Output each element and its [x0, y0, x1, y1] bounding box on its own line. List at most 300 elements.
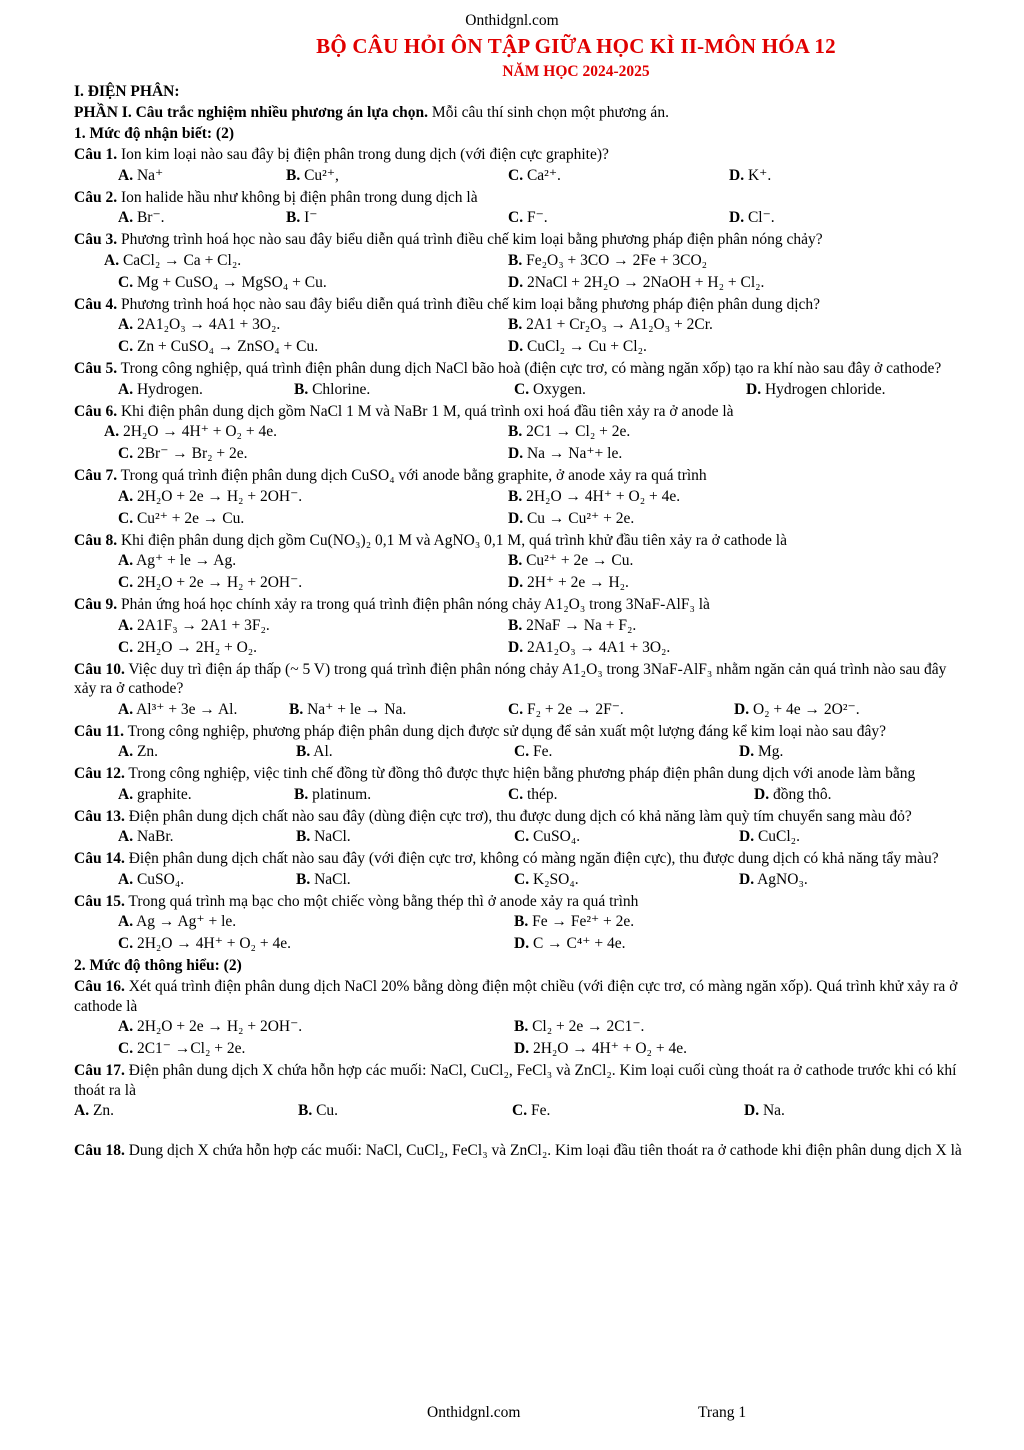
option-a: [118, 550, 236, 572]
option-letter: B.: [514, 913, 529, 930]
option-text: I⁻: [304, 209, 318, 226]
options-row: [74, 1100, 964, 1122]
option-letter: C.: [118, 935, 134, 952]
option-letter: A.: [118, 616, 134, 634]
option-letter: A.: [104, 251, 120, 269]
option-text: 2H⁺ + 2e → H₂.: [526, 574, 629, 591]
option-text: Zn + CuSO₄ → ZnSO₄ + Cu.: [136, 338, 319, 355]
option-c: [118, 336, 318, 358]
option-d: [508, 443, 622, 465]
question-stem: [74, 660, 964, 699]
option-a: [118, 869, 184, 891]
option-b: [294, 784, 371, 806]
question-5: [74, 359, 964, 401]
option-letter: C.: [514, 870, 530, 888]
option-c: [118, 933, 291, 955]
option-a: [118, 784, 192, 806]
question-label: Câu 17.: [74, 1062, 125, 1079]
option-letter: A.: [118, 209, 134, 226]
option-b: [296, 826, 351, 848]
question-text: Trong công nghiệp, phương pháp điện phân dung dịch được sử dụng để sản xuất một lượng đáng kể kim loại nào sau đây?: [123, 722, 887, 740]
option-d: [729, 207, 775, 229]
question-label: Câu 18.: [74, 1142, 125, 1159]
question-label: Câu 4.: [74, 295, 118, 313]
question-text: Ion kim loại nào sau đây bị điện phân trong dung dịch (với điện cực graphite)?: [117, 146, 609, 163]
option-letter: D.: [508, 445, 524, 462]
option-letter: A.: [118, 785, 134, 803]
option-letter: A.: [118, 552, 134, 569]
option-text: Fe₂O₃ + 3CO → 2Fe + 3CO₂: [526, 251, 708, 269]
question-text: Điện phân dung dịch X chứa hỗn hợp các muối: NaCl, CuCl₂, FeCl₃ và ZnCl₂. Kim loại cuối cùng thoát ra ở cathode trước khi có khí thoát ra là: [74, 1062, 957, 1099]
question-15: [74, 892, 964, 956]
option-d: [514, 933, 625, 955]
option-text: Cu → Cu²⁺ + 2e.: [526, 509, 635, 527]
question-text: Phương trình hoá học nào sau đây biểu diễn quá trình điều chế kim loại bằng phương pháp điện phân nóng chảy?: [117, 231, 823, 248]
option-b: [298, 1100, 338, 1122]
option-a: [118, 911, 236, 933]
options-row: [74, 207, 964, 229]
question-text: Phản ứng hoá học chính xảy ra trong quá trình điện phân nóng chảy A1₂O₃ trong 3NaF-AlF₃ là: [117, 596, 710, 613]
option-d: [508, 508, 634, 530]
question-3: [74, 230, 964, 294]
options-row: [74, 572, 964, 594]
option-text: Fe.: [530, 1102, 551, 1119]
option-letter: D.: [508, 273, 524, 291]
option-letter: A.: [104, 423, 120, 440]
option-text: NaBr.: [136, 828, 174, 845]
question-label: Câu 11.: [74, 722, 124, 740]
question-text: Trong công nghiệp, việc tinh chế đồng từ đồng thô được thực hiện bằng phương pháp điện phân dung dịch với anode làm bằng: [124, 765, 916, 782]
option-letter: D.: [754, 785, 770, 803]
option-letter: B.: [296, 743, 311, 760]
option-text: 2H₂O + 2e → H₂ + 2OH⁻.: [136, 487, 303, 505]
question-stem: [74, 402, 964, 422]
option-text: CuCl₂.: [757, 828, 800, 845]
option-text: CuSO₄.: [532, 828, 581, 845]
options-row: [74, 486, 964, 508]
question-label: Câu 10.: [74, 660, 125, 678]
option-c: [514, 379, 586, 401]
option-d: [729, 165, 771, 187]
options-row: [74, 165, 964, 187]
option-c: [118, 637, 257, 659]
option-c: [512, 1100, 550, 1122]
options-row: [74, 741, 964, 763]
option-b: [296, 869, 351, 891]
option-letter: B.: [286, 209, 301, 226]
option-text: Al³⁺ + 3e → Al.: [136, 700, 238, 718]
option-a: [118, 699, 237, 721]
option-text: Na⁺: [136, 166, 164, 184]
option-a: [118, 1016, 302, 1038]
option-text: Cu.: [316, 1102, 339, 1119]
option-letter: A.: [74, 1102, 90, 1119]
options-row: [74, 826, 964, 848]
option-letter: C.: [118, 273, 134, 291]
option-c: [118, 572, 302, 594]
option-letter: D.: [739, 828, 755, 845]
option-d: [508, 637, 670, 659]
question-label: Câu 12.: [74, 765, 125, 782]
question-label: Câu 14.: [74, 850, 125, 867]
option-letter: D.: [729, 166, 745, 184]
option-letter: B.: [508, 316, 523, 333]
option-c: [118, 443, 248, 465]
question-stem: [74, 466, 964, 486]
question-1: [74, 145, 964, 187]
option-b: [294, 379, 370, 401]
option-text: CuCl₂ → Cu + Cl₂.: [526, 338, 647, 355]
options-row: [74, 508, 964, 530]
option-text: Fe → Fe²⁺ + 2e.: [532, 913, 635, 930]
option-a: [118, 165, 163, 187]
options-row: [74, 421, 964, 443]
option-text: 2H₂O + 2e → H₂ + 2OH⁻.: [136, 1018, 303, 1035]
option-text: O₂ + 4e → 2O²⁻.: [752, 700, 860, 718]
question-stem: [74, 722, 964, 742]
option-letter: B.: [508, 552, 523, 569]
option-text: 2NaCl + 2H₂O → 2NaOH + H₂ + Cl₂.: [526, 273, 765, 291]
option-letter: D.: [514, 935, 530, 952]
option-d: [739, 741, 783, 763]
option-letter: B.: [514, 1018, 529, 1035]
option-d: [734, 699, 860, 721]
option-c: [514, 741, 552, 763]
option-text: F₂ + 2e → 2F⁻.: [526, 700, 624, 718]
option-text: CaCl₂ → Ca + Cl₂.: [122, 251, 242, 269]
question-13: [74, 807, 964, 849]
option-letter: C.: [118, 638, 134, 656]
question-label: Câu 9.: [74, 596, 118, 613]
option-b: [296, 741, 333, 763]
option-letter: D.: [739, 743, 755, 760]
question-text: Việc duy trì điện áp thấp (~ 5 V) trong quá trình điện phân nóng chảy A1₂O₃ trong 3NaF-AlF₃ nhằm ngăn cản quá trình nào sau đây xảy ra ở cathode?: [74, 660, 947, 697]
option-text: K⁺.: [747, 166, 772, 184]
option-d: [746, 379, 885, 401]
option-a: [118, 826, 174, 848]
option-c: [514, 826, 580, 848]
options-row: [74, 784, 964, 806]
option-text: Cl⁻.: [747, 209, 775, 226]
option-b: [508, 421, 630, 443]
option-text: Zn.: [92, 1102, 115, 1119]
option-text: Cu²⁺ + 2e → Cu.: [136, 509, 245, 527]
option-text: Br⁻.: [136, 209, 165, 226]
question-9: [74, 595, 964, 659]
question-text: Xét quá trình điện phân dung dịch NaCl 20% bằng dòng điện một chiều (với điện cực trơ, có màng ngăn xốp). Quá trình khử xảy ra ở cathode là: [74, 978, 958, 1015]
option-text: thép.: [526, 785, 558, 803]
option-letter: D.: [746, 380, 762, 398]
option-letter: A.: [118, 870, 134, 888]
option-text: Cu²⁺,: [304, 166, 339, 184]
question-text: Khi điện phân dung dịch gồm NaCl 1 M và NaBr 1 M, quá trình oxi hoá đầu tiên xảy ra ở anode là: [117, 402, 734, 420]
questions-block-2: [74, 977, 964, 1161]
footer-site: Onthidgnl.com: [427, 1404, 521, 1421]
option-d: [508, 272, 764, 294]
option-a: [118, 741, 158, 763]
question-label: Câu 6.: [74, 402, 118, 420]
option-letter: A.: [118, 743, 134, 760]
question-label: Câu 5.: [74, 360, 118, 377]
options-row: [74, 336, 964, 358]
option-letter: B.: [508, 251, 523, 269]
option-letter: B.: [294, 785, 309, 803]
option-letter: C.: [514, 828, 530, 845]
option-d: [508, 572, 629, 594]
option-d: [508, 336, 647, 358]
option-text: C → C⁴⁺ + 4e.: [532, 935, 626, 952]
question-11: [74, 722, 964, 764]
option-letter: C.: [118, 445, 134, 462]
option-text: Oxygen.: [532, 380, 586, 398]
options-row: [74, 272, 964, 294]
option-text: K₂SO₄.: [532, 870, 579, 888]
option-letter: A.: [118, 913, 134, 930]
option-text: Hydrogen.: [136, 380, 203, 398]
option-text: 2H₂O → 4H⁺ + O₂ + 4e.: [122, 423, 277, 440]
option-c: [118, 508, 244, 530]
options-row: [74, 1016, 964, 1038]
school-year: NĂM HỌC 2024-2025: [502, 63, 650, 80]
option-text: Mg + CuSO₄ → MgSO₄ + Cu.: [136, 273, 327, 291]
option-text: 2A1₂O₃ → 4A1 + 3O₂.: [136, 316, 281, 333]
question-stem: [74, 595, 964, 615]
option-letter: B.: [289, 700, 304, 718]
option-letter: C.: [514, 380, 530, 398]
option-b: [508, 615, 636, 637]
option-a: [118, 486, 302, 508]
question-stem: [74, 531, 964, 551]
question-stem: [74, 764, 964, 784]
option-letter: A.: [118, 828, 134, 845]
level-heading-2: 2. Mức độ thông hiểu: (2): [74, 957, 242, 974]
question-stem: [74, 145, 964, 165]
option-text: Na → Na⁺+ le.: [526, 445, 623, 462]
level-heading-1: 1. Mức độ nhận biết: (2): [74, 125, 234, 142]
question-label: Câu 7.: [74, 467, 118, 484]
option-letter: D.: [739, 870, 755, 888]
option-c: [514, 869, 579, 891]
option-c: [118, 1038, 245, 1060]
option-letter: D.: [508, 338, 524, 355]
option-text: AgNO₃.: [757, 870, 808, 888]
option-letter: B.: [294, 380, 309, 398]
option-d: [514, 1038, 687, 1060]
option-d: [744, 1100, 785, 1122]
option-letter: C.: [508, 785, 524, 803]
option-b: [514, 1016, 644, 1038]
option-text: Na.: [762, 1102, 785, 1119]
option-a: [118, 314, 280, 336]
option-b: [508, 486, 680, 508]
section-heading: I. ĐIỆN PHÂN:: [74, 83, 180, 100]
option-text: Ag⁺ + le → Ag.: [136, 552, 237, 569]
question-10: [74, 660, 964, 721]
question-text: Khi điện phân dung dịch gồm Cu(NO₃)₂ 0,1 M và AgNO₃ 0,1 M, quá trình khử đầu tiên xảy ra ở cathode là: [117, 531, 787, 549]
question-stem: [74, 295, 964, 315]
question-stem: [74, 849, 964, 869]
option-d: [754, 784, 832, 806]
question-label: Câu 1.: [74, 146, 118, 163]
options-row: [74, 637, 964, 659]
option-text: Na⁺ + le → Na.: [307, 700, 407, 718]
question-7: [74, 466, 964, 530]
option-letter: B.: [286, 166, 301, 184]
option-c: [508, 165, 561, 187]
option-text: 2H₂O → 4H⁺ + O₂ + 4e.: [136, 935, 291, 952]
option-c: [508, 207, 548, 229]
option-b: [286, 207, 317, 229]
question-text: Phương trình hoá học nào sau đây biểu diễn quá trình điều chế kim loại bằng phương pháp điện phân dung dịch?: [117, 295, 821, 313]
option-letter: D.: [508, 638, 524, 656]
question-stem: [74, 892, 964, 912]
question-stem: [74, 230, 964, 250]
question-14: [74, 849, 964, 891]
options-row: [74, 615, 964, 637]
option-letter: D.: [508, 574, 524, 591]
options-row: [74, 1038, 964, 1060]
question-stem: [74, 359, 964, 379]
option-text: 2H₂O → 4H⁺ + O₂ + 4e.: [532, 1040, 687, 1057]
option-text: Ca²⁺.: [526, 166, 561, 184]
option-text: CuSO₄.: [136, 870, 185, 888]
part-heading: PHẦN I. Câu trắc nghiệm nhiều phương án lựa chọn. Mỗi câu thí sinh chọn một phương án.: [74, 104, 669, 121]
document-page: [74, 10, 964, 1161]
option-text: Al.: [313, 743, 333, 760]
options-row: [74, 379, 964, 401]
option-b: [286, 165, 339, 187]
question-text: Trong công nghiệp, quá trình điện phân dung dịch NaCl bão hoà (điện cực trơ, có màng ngăn xốp) tạo ra khí nào sau đây ở cathode?: [117, 360, 942, 377]
option-a: [104, 250, 241, 272]
option-text: 2C1 → Cl₂ + 2e.: [526, 423, 631, 440]
option-c: [118, 272, 327, 294]
question-text: Dung dịch X chứa hỗn hợp các muối: NaCl, CuCl₂, FeCl₃ và ZnCl₂. Kim loại đầu tiên thoát ra ở cathode khi điện phân dung dịch X là: [124, 1142, 962, 1159]
question-text: Ion halide hầu như không bị điện phân trong dung dịch là: [117, 188, 478, 206]
option-text: NaCl.: [314, 828, 351, 845]
option-letter: C.: [118, 338, 134, 355]
question-text: Điện phân dung dịch chất nào sau đây (dùng điện cực trơ), thu được dung dịch có khả năng làm quỳ tím chuyển sang màu đỏ?: [124, 807, 912, 825]
option-text: 2A1 + Cr₂O₃ → A1₂O₃ + 2Cr.: [526, 316, 713, 333]
option-a: [104, 421, 277, 443]
option-letter: D.: [734, 700, 750, 718]
option-b: [514, 911, 634, 933]
options-row: [74, 699, 964, 721]
question-stem: [74, 1141, 964, 1161]
option-a: [118, 207, 165, 229]
question-2: [74, 188, 964, 230]
option-letter: C.: [508, 209, 524, 226]
question-6: [74, 402, 964, 466]
questions-block-1: [74, 145, 964, 955]
option-c: [508, 784, 558, 806]
site-header: Onthidgnl.com: [465, 12, 559, 29]
option-letter: A.: [118, 1018, 134, 1035]
question-stem: [74, 807, 964, 827]
document-title: BỘ CÂU HỎI ÔN TẬP GIỮA HỌC KÌ II-MÔN HÓA 12: [316, 34, 836, 58]
question-12: [74, 764, 964, 806]
option-text: F⁻.: [526, 209, 548, 226]
option-letter: A.: [118, 316, 134, 333]
option-letter: B.: [298, 1102, 313, 1119]
option-text: 2NaF → Na + F₂.: [526, 616, 637, 634]
option-text: 2H₂O → 4H⁺ + O₂ + 4e.: [526, 487, 681, 505]
option-letter: D.: [508, 509, 524, 527]
option-b: [289, 699, 406, 721]
option-text: Fe.: [532, 743, 553, 760]
question-label: Câu 8.: [74, 531, 118, 549]
question-text: Trong quá trình mạ bạc cho một chiếc vòng bằng thép thì ở anode xảy ra quá trình: [124, 892, 639, 910]
option-text: 2H₂O + 2e → H₂ + 2OH⁻.: [136, 574, 303, 591]
options-row: [74, 443, 964, 465]
option-letter: B.: [508, 616, 523, 634]
question-18: [74, 1141, 964, 1161]
option-text: 2Br⁻ → Br₂ + 2e.: [136, 445, 248, 462]
option-text: Chlorine.: [312, 380, 371, 398]
question-4: [74, 295, 964, 359]
page-number: Trang 1: [698, 1404, 747, 1421]
option-text: 2C1⁻ →Cl₂ + 2e.: [136, 1040, 246, 1057]
option-letter: C.: [118, 574, 134, 591]
question-label: Câu 13.: [74, 807, 125, 825]
question-label: Câu 16.: [74, 978, 125, 995]
question-16: [74, 977, 964, 1060]
option-letter: B.: [296, 870, 311, 888]
option-text: đồng thô.: [772, 785, 832, 803]
option-letter: A.: [118, 380, 134, 398]
option-text: platinum.: [312, 785, 372, 803]
option-letter: C.: [118, 1040, 134, 1057]
option-text: 2A1₂O₃ → 4A1 + 3O₂.: [526, 638, 671, 656]
option-text: Hydrogen chloride.: [764, 380, 886, 398]
question-8: [74, 531, 964, 595]
question-text: Trong quá trình điện phân dung dịch CuSO₄ với anode bằng graphite, ở anode xảy ra quá trình: [117, 467, 707, 484]
question-stem: [74, 188, 964, 208]
option-text: 2H₂O → 2H₂ + O₂.: [136, 638, 258, 656]
option-b: [508, 314, 713, 336]
options-row: [74, 314, 964, 336]
question-stem: [74, 1061, 964, 1100]
question-17: [74, 1061, 964, 1140]
options-row: [74, 869, 964, 891]
options-row: [74, 933, 964, 955]
option-text: Cu²⁺ + 2e → Cu.: [526, 552, 634, 569]
options-row: [74, 911, 964, 933]
option-letter: A.: [118, 700, 134, 718]
option-letter: D.: [514, 1040, 530, 1057]
option-d: [739, 869, 808, 891]
option-d: [739, 826, 800, 848]
question-label: Câu 3.: [74, 231, 118, 248]
option-letter: C.: [512, 1102, 528, 1119]
option-letter: B.: [508, 423, 523, 440]
question-label: Câu 2.: [74, 188, 118, 206]
question-stem: [74, 977, 964, 1016]
option-a: [74, 1100, 114, 1122]
option-b: [508, 550, 633, 572]
option-letter: C.: [508, 700, 524, 718]
option-c: [508, 699, 624, 721]
option-text: Ag → Ag⁺ + le.: [136, 913, 237, 930]
option-text: Mg.: [757, 743, 784, 760]
options-row: [74, 550, 964, 572]
option-text: graphite.: [136, 785, 192, 803]
option-text: Cl₂ + 2e → 2C1⁻.: [532, 1018, 645, 1035]
option-a: [118, 379, 203, 401]
option-letter: C.: [118, 509, 134, 527]
option-letter: A.: [118, 487, 134, 505]
option-letter: B.: [508, 487, 523, 505]
option-letter: A.: [118, 166, 134, 184]
